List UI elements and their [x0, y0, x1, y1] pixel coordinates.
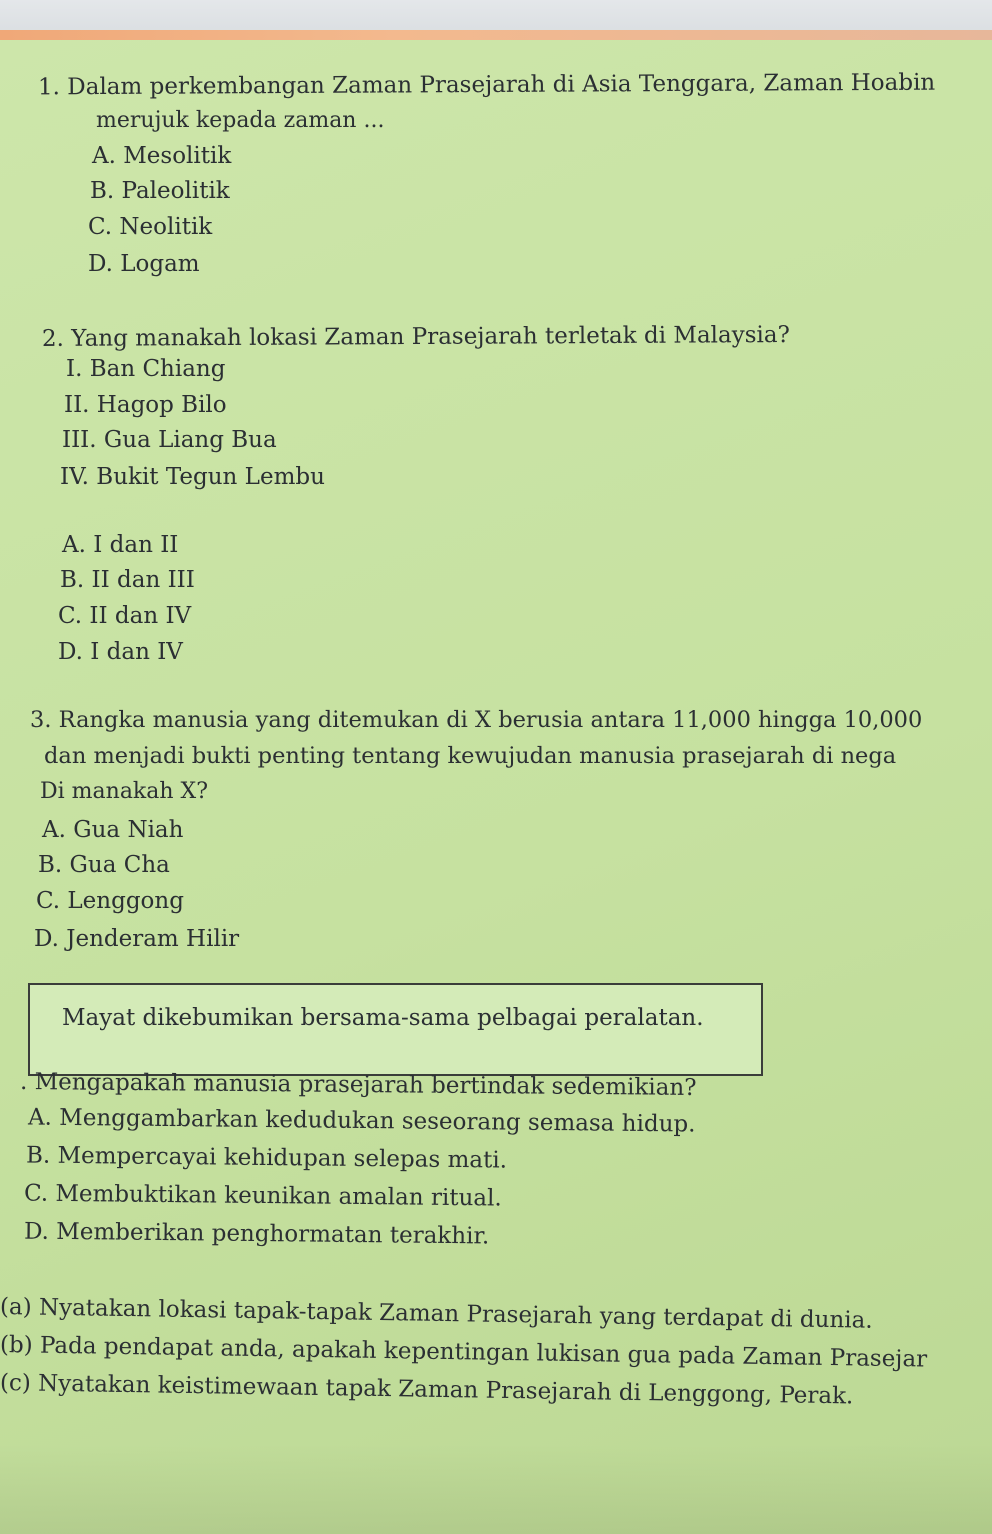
q1-option-a: A. Mesolitik — [92, 143, 232, 169]
q1-option-d: D. Logam — [88, 251, 200, 277]
q2-option-b: B. II dan III — [60, 567, 195, 593]
q4-stem: . Mengapakah manusia prasejarah bertindak sedemikian? — [19, 1069, 697, 1101]
q3-option-d: D. Jenderam Hilir — [34, 926, 240, 952]
q1-stem-line1: 1. Dalam perkembangan Zaman Prasejarah di Asia Tenggara, Zaman Hoabin — [37, 69, 936, 101]
q2-item-4: IV. Bukit Tegun Lembu — [60, 464, 325, 490]
q1-option-b: B. Paleolitik — [90, 178, 230, 204]
q2-stem: 2. Yang manakah lokasi Zaman Prasejarah terletak di Malaysia? — [41, 322, 790, 352]
q4-option-d: D. Memberikan penghormatan terakhir. — [23, 1218, 490, 1250]
stimulus-box — [28, 983, 763, 1076]
q1-stem-line2: merujuk kepada zaman ... — [96, 108, 385, 133]
q3-option-a: A. Gua Niah — [42, 817, 184, 843]
q3-option-c: C. Lenggong — [36, 888, 184, 914]
q2-item-2: II. Hagop Bilo — [64, 392, 227, 418]
q4-option-c: C. Membuktikan keunikan amalan ritual. — [23, 1180, 502, 1212]
q2-option-c: C. II dan IV — [58, 603, 192, 629]
q3-stem-line3: Di manakah X? — [40, 779, 208, 804]
q2-option-d: D. I dan IV — [58, 639, 183, 665]
structured-question-b: (b) Pada pendapat anda, apakah kepentingan lukisan gua pada Zaman Prasejar — [0, 1332, 928, 1373]
stimulus-text: Mayat dikebumikan bersama-sama pelbagai peralatan. — [62, 1005, 704, 1031]
q1-option-c: C. Neolitik — [88, 214, 213, 240]
page-shadow — [0, 1444, 992, 1534]
structured-question-c: (c) Nyatakan keistimewaan tapak Zaman Prasejarah di Lenggong, Perak. — [0, 1370, 854, 1410]
q2-item-1: I. Ban Chiang — [66, 356, 226, 382]
q3-option-b: B. Gua Cha — [38, 852, 170, 878]
q2-item-3: III. Gua Liang Bua — [62, 427, 277, 453]
structured-question-a: (a) Nyatakan lokasi tapak-tapak Zaman Prasejarah yang terdapat di dunia. — [0, 1294, 873, 1334]
q4-option-b: B. Mempercayai kehidupan selepas mati. — [25, 1142, 508, 1174]
q4-option-a: A. Menggambarkan kedudukan seseorang semasa hidup. — [27, 1104, 696, 1138]
page-edge — [0, 30, 992, 40]
q3-stem-line1: 3. Rangka manusia yang ditemukan di X berusia antara 11,000 hingga 10,000 — [30, 707, 923, 733]
q2-option-a: A. I dan II — [62, 532, 179, 558]
q3-stem-line2: dan menjadi bukti penting tentang kewujudan manusia prasejarah di nega — [44, 743, 897, 769]
